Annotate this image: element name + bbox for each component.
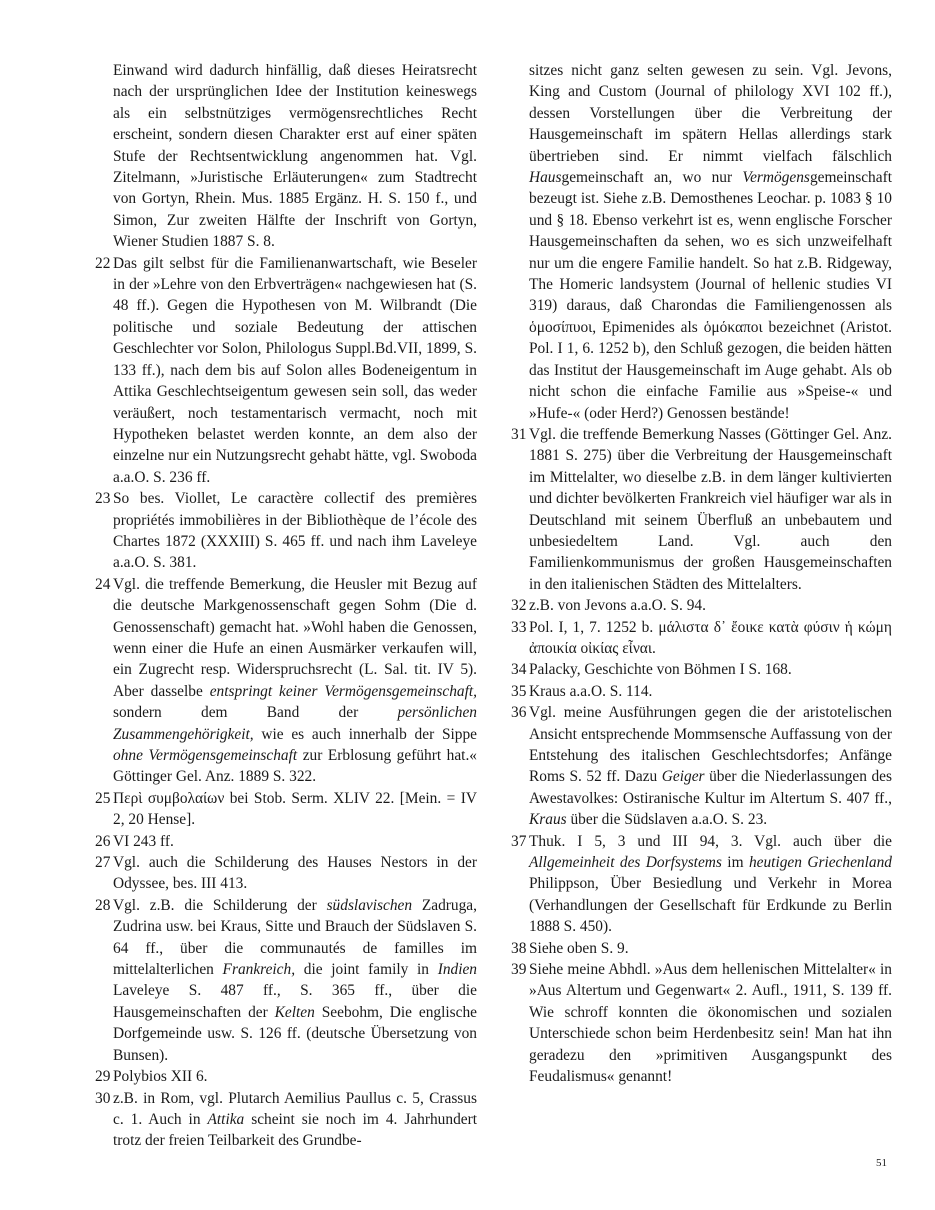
footnote-text: Kraus a.a.O. S. 114.: [529, 682, 653, 700]
footnote-text: Siehe meine Abhdl. »Aus dem hellenischen Mittelalter« in »Aus Altertum und Gegenwart« 2. Aufl., 1911, S. 139 ff. Wie schroff konnten die ökonomischen und sozialen Unterschiede schon beim Herdenbesitz sein! Man hat ihn geradezu den »primitiven Ausgangspunkt des Feudalismus« genannt!: [529, 961, 892, 1086]
right-column: [511, 60, 892, 1088]
footnote-text: [113, 574, 477, 788]
footnote-text: [529, 702, 892, 830]
italic-text-segment: entspringt keiner Vermögensgemeinschaft,: [209, 682, 477, 700]
text-segment: Vgl. meine Ausführungen gegen die der aristotelischen Ansicht entsprechende Mommsensche Auffassung von der Entstehung des italischen Geschlechtsdorfes; Anfänge Roms S. 52 ff. Dazu: [529, 704, 892, 786]
footnote-continuation-text: [529, 60, 892, 424]
footnote-number: 33: [511, 618, 527, 636]
text-segment: z.B. in Rom, vgl. Plutarch Aemilius Paullus c. 5, Crassus c. 1. Auch in: [113, 1089, 477, 1128]
footnote-text: [529, 831, 892, 938]
footnote-text: Pol. I, 1, 7. 1252 b. μάλιστα δ᾽ ἔοικε κατὰ φύσιν ἡ κώμη ἀποικία οἰκίας εἶναι.: [529, 618, 892, 657]
text-segment: Philippson, Über Besiedlung und Verkehr in Morea (Verhandlungen der Gesellschaft für Erdkunde zu Berlin 1888 S. 450).: [529, 875, 892, 936]
footnote-text: Palacky, Geschichte von Böhmen I S. 168.: [529, 661, 792, 679]
italic-text-segment: Indien: [437, 961, 478, 979]
footnote-number: 35: [511, 682, 527, 700]
footnote-text: Vgl. auch die Schilderung des Hauses Nestors in der Odyssee, bes. III 413.: [113, 854, 477, 893]
footnote-text: Περὶ συμβολαίων bei Stob. Serm. XLIV 22. [Mein. = IV 2, 20 Hense].: [113, 789, 477, 829]
footnote-number: 25: [95, 789, 111, 807]
footnote-text: Polybios XII 6.: [113, 1068, 208, 1086]
footnote-number: 27: [95, 854, 111, 872]
footnote-34: [511, 659, 892, 680]
footnote-number: 29: [95, 1068, 111, 1086]
footnote-text: VI 243 ff.: [113, 832, 174, 850]
text-segment: über die Niederlassungen des Awestavolkes: Ostiranische Kultur im Altertum S. 407 ff.,: [529, 768, 893, 807]
footnote-31: [511, 424, 892, 595]
text-segment: die joint family in: [295, 961, 438, 979]
italic-text-segment: Vermögens: [742, 169, 810, 187]
text-segment: wie es auch innerhalb der Sippe: [253, 725, 477, 743]
footnote-text: So bes. Viollet, Le caractère collectif des premières propriétés immobilières in der Bibliothèque de l’école des Chartes 1872 (XXXIII) S. 465 ff. und nach ihm Laveleye a.a.O. S. 381.: [113, 490, 477, 572]
text-segment: scheint sie noch im 4. Jahrhundert trotz der freien Teilbarkeit des Grundbe-: [113, 1110, 477, 1150]
footnote-number: 36: [511, 704, 527, 722]
footnote-text: [113, 1088, 477, 1152]
footnote-text: Das gilt selbst für die Familienanwartschaft, wie Beseler in der »Lehre von den Erbverträgen« nachgewiesen hat (S. 48 ff.). Gegen die Hypothesen von M. Wilbrandt (Die politische und soziale Bedeutung der attischen Geschlechter vor Solon, Philologus Suppl.Bd.VII, 1899, S. 133 ff.), nach dem bis auf Solon alles Bodeneigentum in Attika Geschlechtseigentum gewesen sein soll, das weder veräußert, noch testamentarisch vermacht, noch mit Hypotheken belastet werden konnte, an dem also der einzelne nur ein Nutzungsrecht gehabt hätte, vgl. Swoboda a.a.O. S. 236 ff.: [113, 254, 477, 486]
footnote-24: [95, 574, 477, 788]
footnote-number: 28: [95, 896, 111, 914]
left-column: [95, 60, 477, 1152]
footnote-35: [511, 681, 892, 702]
italic-text-segment: Kraus: [529, 811, 567, 829]
italic-text-segment: heutigen Griechenland: [748, 854, 892, 872]
footnote-number: 30: [95, 1089, 111, 1107]
text-segment: gemeinschaft bezeugt ist. Siehe z.B. Demosthenes Leochar. p. 1083 § 10 und § 18. Ebenso verkehrt ist es, wenn englische Forscher Hausgemeinschaften da sehen, wo es sich unzweifelhaft nur um die engere Familie handelt. So hat z.B. Ridgeway, The Homeric landsystem (Journal of hellenic studies VI 319) daraus, daß Charondas die Familiengenossen als ὁμοσίπυοι, Epimenides als ὁμόκαποι bezeichnet (Aristot. Pol. I 1, 6. 1252 b), den Schluß gezogen, die beiden hätten das Institut der Hausgemeinschaft im Auge gehabt. Als ob nicht schon die einfache Familie aus »Speise-« und »Hufe-« (oder Herd?) Genossen bestände!: [529, 169, 892, 422]
footnote-33: [511, 617, 892, 660]
footnote-continuation: [511, 60, 892, 424]
text-segment: Seebohm, Die englische Dorfgemeinde usw. S. 126 ff. (deutsche Übersetzung von Bunsen).: [113, 1003, 477, 1064]
footnote-text: Vgl. die treffende Bemerkung Nasses (Göttinger Gel. Anz. 1881 S. 275) über die Verbreitung der Hausgemeinschaft im Mittelalter, wo dieselbe z.B. in dem länger kultivierten und dichter bevölkerten Frankreich viel häufiger war als in Deutschland mit seinem Überfluß an unbebautem und unbesiedeltem Land. Vgl. auch den Familienkommunismus der großen Hausgemeinschaften in den italienischen Städten des Mittelalters.: [529, 425, 892, 593]
italic-text-segment: südslavischen: [326, 896, 413, 914]
footnote-29: [95, 1066, 477, 1087]
text-segment: Zadruga, Zudrina usw. bei Kraus, Sitte und Brauch der Südslaven S. 64 ff., über die communautés de familles im mittelalterlichen: [113, 896, 477, 979]
italic-text-segment: Frankreich,: [222, 961, 296, 979]
text-segment: Laveleye S. 487 ff., S. 365 ff., über die Hausgemeinschaften der: [113, 982, 477, 1021]
right-footnotes: [511, 424, 892, 1088]
footnote-32: [511, 595, 892, 616]
footnote-27: [95, 852, 477, 895]
footnote-number: 39: [511, 961, 527, 979]
footnote-39: [511, 959, 892, 1087]
footnote-38: [511, 938, 892, 959]
text-segment: im: [721, 854, 749, 872]
footnote-number: 24: [95, 575, 111, 593]
footnote-number: 22: [95, 254, 111, 272]
footnote-continuation-text: Einwand wird dadurch hinfällig, daß dieses Heiratsrecht nach der ursprünglichen Idee der Institution keineswegs als ein selbstnütziges vermögensrechtliches Recht erscheint, sondern diesen Charakter erst auf einer späten Stufe der Rechtsentwicklung angenommen hat. Vgl. Zitelmann, »Juristische Erläuterungen« zum Stadtrecht von Gortyn, Rhein. Mus. 1885 Ergänz. H. S. 150 f., und Simon, Zur zweiten Hälfte der Inschrift von Gortyn, Wiener Studien 1887 S. 8.: [113, 62, 477, 251]
footnote-number: 26: [95, 832, 111, 850]
footnote-36: [511, 702, 892, 830]
italic-text-segment: Geiger: [661, 768, 705, 786]
footnote-number: 23: [95, 490, 111, 508]
footnote-number: 32: [511, 597, 527, 615]
italic-text-segment: Allgemeinheit des Dorfsystems: [529, 854, 722, 872]
footnote-text: z.B. von Jevons a.a.O. S. 94.: [529, 597, 706, 615]
text-segment: Vgl. z.B. die Schilderung der: [113, 896, 327, 914]
left-footnotes: [95, 253, 477, 1152]
text-segment: sitzes nicht ganz selten gewesen zu sein. Vgl. Jevons, King and Custom (Journal of philology XVI 102 ff.), dessen Vorstellungen über die Verbreitung der Hausgemeinschaft im spätern Hellas allerdings stark übertrieben sind. Er nimmt vielfach fälschlich: [529, 62, 892, 165]
footnote-30: [95, 1088, 477, 1152]
footnote-number: 31: [511, 425, 527, 443]
footnote-26: [95, 831, 477, 852]
footnote-25: [95, 788, 477, 831]
text-segment: sondern dem Band der: [113, 704, 398, 722]
text-segment: Vgl. die treffende Bemerkung, die Heusler mit Bezug auf die deutsche Markgenossenschaft gegen Sohm (Die d. Genossenschaft) gemacht hat. »Wohl haben die Genossen, wenn einer die Hufe an einen Ausmärker verkaufen will, ein Zugrecht resp. Widerspruchsrecht (L. Sal. tit. IV 5). Aber dasselbe: [113, 575, 477, 700]
footnote-37: [511, 831, 892, 938]
footnote-number: 34: [511, 661, 527, 679]
footnote-continuation: [95, 60, 477, 253]
italic-text-segment: ohne Vermögensgemeinschaft: [113, 747, 298, 764]
footnote-23: [95, 488, 477, 574]
italic-text-segment: Kelten: [274, 1003, 315, 1021]
text-segment: gemeinschaft an, wo nur: [561, 169, 743, 187]
footnote-number: 37: [511, 832, 527, 850]
italic-text-segment: persönlichen Zusammengehörigkeit,: [113, 704, 477, 743]
footnote-text: Siehe oben S. 9.: [529, 939, 629, 957]
page-number: 51: [876, 1157, 887, 1169]
footnote-text: [113, 895, 477, 1066]
text-segment: Thuk. I 5, 3 und III 94, 3. Vgl. auch über die: [529, 832, 892, 850]
footnote-number: 38: [511, 939, 527, 957]
italic-text-segment: Haus: [529, 169, 562, 187]
text-segment: über die Südslaven a.a.O. S. 23.: [566, 811, 768, 829]
text-segment: zur Erblosung geführt hat.« Göttinger Gel. Anz. 1889 S. 322.: [113, 747, 477, 786]
italic-text-segment: Attika: [207, 1110, 245, 1128]
footnote-28: [95, 895, 477, 1066]
footnote-22: [95, 253, 477, 488]
